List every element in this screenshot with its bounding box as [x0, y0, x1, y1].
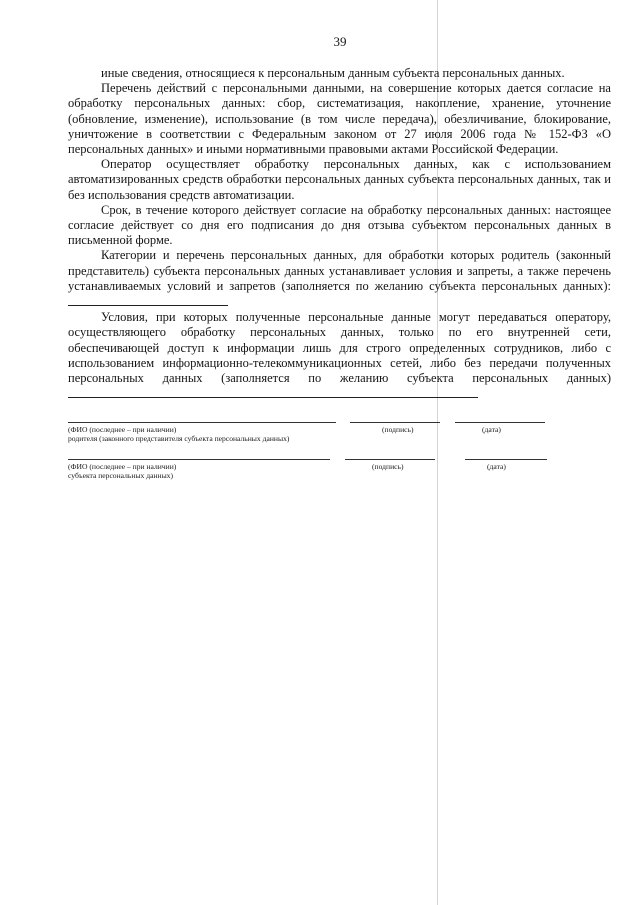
paragraph-consent-term: Срок, в течение которого действует согласие на обработку персональных данных: настоящее согласие действует со дня его подписания до дня отзыва субъектом персональных данных в письменной форме.	[68, 202, 611, 248]
subject-role-label: субъекта персональных данных)	[68, 471, 174, 480]
subject-signature-line[interactable]	[345, 459, 435, 460]
parent-date-line[interactable]	[455, 422, 545, 423]
paragraph-operator-processing: Оператор осуществляет обработку персональных данных, как с использованием автоматизированных средств обработки персональных данных субъекта персональных данных, так и без использования средств автоматизации.	[68, 157, 611, 202]
subject-signature-label: (подпись)	[372, 462, 404, 471]
paragraph-actions-list: Перечень действий с персональными данными, на совершение которых дается согласие на обработку персональных данных: сбор, систематизация, накопление, хранение, уточнение (обновление, изменение), использование (в том числе передача), обезличивание, блокирование, уничтожение в соответствии с Федеральным законом от 27 июля 2006 года № 152-ФЗ «О персональных данных» и иными нормативными правовыми актами Российской Федерации.	[68, 81, 611, 157]
subject-fio-label: (ФИО (последнее – при наличии)	[68, 462, 177, 471]
subject-fio-line[interactable]	[68, 459, 330, 460]
subject-date-line[interactable]	[465, 459, 547, 460]
document-body	[68, 66, 611, 402]
paragraph-other-info: иные сведения, относящиеся к персональным данным субъекта персональных данных.	[101, 66, 565, 80]
paragraph-transfer-conditions-text: Условия, при которых полученные персональные данные могут передаваться оператору, осуществляющего обработку персональных данных, только по его внутренней сети, обеспечивающей доступ к информации лишь для строго определенных сотрудников, либо с использованием информационно-телекоммуникационных сетей, либо без передачи полученных персональных данных (заполняется по желанию субъекта персональных данных)	[68, 310, 611, 386]
paragraph-transfer-conditions	[68, 310, 611, 402]
parent-signature-label: (подпись)	[382, 425, 414, 434]
parent-fio-line[interactable]	[68, 422, 336, 423]
paragraph-categories-text: Категории и перечень персональных данных, для обработки которых родитель (законный представитель) субъекта персональных данных устанавливает условия и запреты, а также перечень устанавливаемых условий и запретов (заполняется по желанию субъекта персональных данных):	[68, 248, 611, 293]
parent-date-label: (дата)	[482, 425, 501, 434]
parent-fio-label: (ФИО (последнее – при наличии)	[68, 425, 177, 434]
parent-signature-line[interactable]	[350, 422, 440, 423]
page-number: 39	[333, 34, 347, 49]
paragraph-categories	[68, 248, 611, 310]
parent-role-label: родителя (законного представителя субъекта персональных данных)	[68, 434, 290, 443]
categories-fill-line[interactable]	[68, 294, 228, 306]
subject-date-label: (дата)	[487, 462, 506, 471]
conditions-fill-line[interactable]	[68, 386, 478, 398]
